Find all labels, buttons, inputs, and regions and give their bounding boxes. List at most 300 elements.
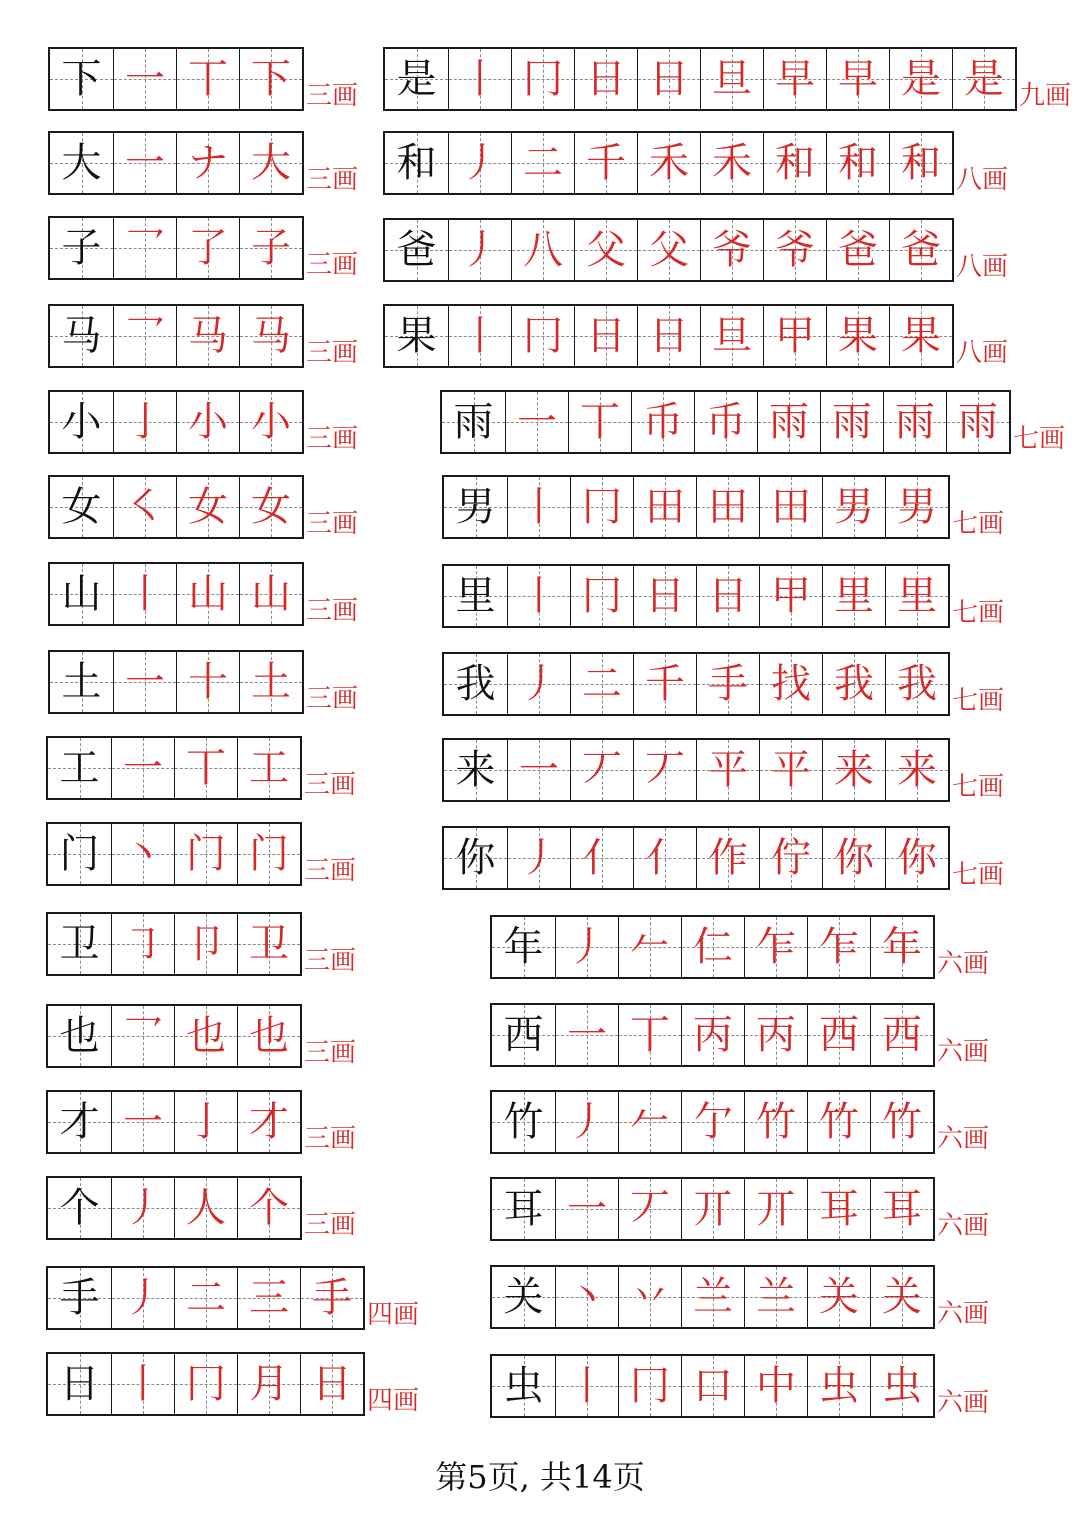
stroke-step-cell (555, 917, 618, 977)
stroke-step-glyph: 一 (125, 140, 165, 186)
stroke-step-glyph: 是 (964, 56, 1004, 102)
character-glyph: 才 (59, 1099, 100, 1145)
stroke-step-cell (111, 1006, 174, 1066)
stroke-step-glyph: 千 (586, 140, 626, 186)
stroke-step-cell (696, 654, 759, 714)
stroke-step-cell (681, 1092, 744, 1152)
character-cell (442, 392, 505, 452)
stroke-step-cell (696, 740, 759, 800)
stroke-step-cell (633, 828, 696, 888)
character-glyph: 门 (59, 831, 100, 877)
stroke-step-glyph: 卫 (249, 921, 289, 967)
stroke-order-row (46, 1352, 419, 1416)
stroke-step-cell (759, 740, 822, 800)
stroke-step-cell (759, 654, 822, 714)
stroke-step-cell (633, 566, 696, 626)
stroke-order-row (46, 912, 356, 976)
stroke-step-glyph: 和 (901, 140, 941, 186)
stroke-order-row (46, 1090, 356, 1154)
stroke-step-glyph: 一 (123, 1099, 163, 1145)
character-cell (492, 1267, 555, 1327)
stroke-step-glyph: 丿 (567, 1099, 607, 1145)
character-cell (385, 49, 448, 109)
stroke-step-cell (570, 566, 633, 626)
stroke-step-cell (568, 392, 631, 452)
stroke-step-cell (870, 1267, 933, 1327)
stroke-step-glyph: 马 (251, 313, 291, 359)
stroke-step-glyph: 你 (834, 835, 874, 881)
character-cell (444, 740, 507, 800)
stroke-count-label: 三画 (304, 1124, 357, 1154)
stroke-count-label: 四画 (367, 1386, 420, 1416)
stroke-step-glyph: 关 (819, 1274, 859, 1320)
tian-grid-cells (442, 826, 950, 890)
character-glyph: 耳 (503, 1186, 544, 1232)
stroke-step-glyph: 丿 (519, 835, 559, 881)
stroke-step-glyph: 田 (645, 484, 685, 530)
stroke-step-glyph: 一 (519, 747, 559, 793)
character-cell (48, 1006, 111, 1066)
stroke-step-glyph: 亻 (645, 835, 685, 881)
stroke-step-cell (633, 477, 696, 537)
stroke-step-glyph: 乛 (125, 313, 165, 359)
stroke-step-glyph: 乍 (819, 924, 859, 970)
stroke-step-glyph: 一 (517, 399, 557, 445)
stroke-step-cell (113, 218, 176, 278)
stroke-step-cell (681, 1005, 744, 1065)
stroke-step-cell (618, 1005, 681, 1065)
stroke-step-glyph: 小 (251, 399, 291, 445)
stroke-step-glyph: 𠂉 (630, 924, 670, 970)
stroke-step-cell (113, 392, 176, 452)
tian-grid-cells (46, 1176, 302, 1240)
stroke-step-cell (885, 477, 948, 537)
stroke-step-glyph: 子 (251, 225, 291, 271)
stroke-step-glyph: 丨 (519, 573, 559, 619)
stroke-step-glyph: 日 (708, 573, 748, 619)
stroke-step-glyph: 丶 (567, 1274, 607, 1320)
stroke-order-row (48, 304, 358, 368)
character-cell (48, 738, 111, 798)
stroke-step-glyph: 西 (882, 1012, 922, 1058)
stroke-count-label: 七画 (952, 509, 1005, 539)
stroke-count-label: 七画 (952, 598, 1005, 628)
stroke-step-cell (176, 477, 239, 537)
stroke-step-cell (633, 740, 696, 800)
stroke-step-glyph: 一 (125, 56, 165, 102)
stroke-step-glyph: 𠂉 (630, 1099, 670, 1145)
stroke-order-row (442, 652, 1004, 716)
character-cell (444, 654, 507, 714)
character-cell (492, 1092, 555, 1152)
character-cell (48, 914, 111, 974)
stroke-step-cell (744, 917, 807, 977)
stroke-step-cell (507, 654, 570, 714)
stroke-step-cell (239, 652, 302, 712)
stroke-count-label: 四画 (367, 1300, 420, 1330)
character-cell (50, 477, 113, 537)
character-glyph: 子 (61, 225, 102, 271)
stroke-step-glyph: 丿 (519, 661, 559, 707)
tian-grid-cells (490, 1003, 935, 1067)
character-glyph: 小 (61, 399, 102, 445)
stroke-step-glyph: 雨 (832, 399, 872, 445)
stroke-step-glyph: 丙 (756, 1012, 796, 1058)
stroke-step-cell (822, 654, 885, 714)
stroke-step-glyph: 亇 (693, 1099, 733, 1145)
stroke-step-cell (176, 564, 239, 624)
stroke-step-cell (555, 1179, 618, 1239)
stroke-count-label: 七画 (952, 860, 1005, 890)
character-glyph: 个 (59, 1185, 100, 1231)
stroke-step-glyph: 父 (586, 227, 626, 273)
stroke-step-cell (952, 49, 1015, 109)
stroke-step-glyph: 丨 (567, 1363, 607, 1409)
stroke-step-cell (174, 824, 237, 884)
stroke-step-cell (826, 220, 889, 280)
stroke-step-glyph: 虫 (882, 1363, 922, 1409)
stroke-step-cell (574, 133, 637, 193)
stroke-step-cell (111, 1354, 174, 1414)
stroke-step-glyph: 冂 (523, 56, 563, 102)
stroke-step-cell (696, 477, 759, 537)
tian-grid-cells (442, 564, 950, 628)
stroke-step-glyph: 中 (756, 1363, 796, 1409)
stroke-step-cell (448, 306, 511, 366)
stroke-step-cell (681, 1356, 744, 1416)
tian-grid-cells (48, 390, 304, 454)
stroke-step-cell (637, 133, 700, 193)
stroke-step-cell (696, 828, 759, 888)
stroke-step-cell (807, 1179, 870, 1239)
character-cell (50, 652, 113, 712)
stroke-order-row (490, 1265, 989, 1329)
stroke-step-cell (574, 306, 637, 366)
stroke-step-cell (174, 1268, 237, 1328)
stroke-step-glyph: 来 (897, 747, 937, 793)
stroke-step-glyph: 日 (645, 573, 685, 619)
character-glyph: 女 (61, 484, 102, 530)
stroke-order-row (490, 915, 989, 979)
stroke-step-glyph: 丿 (460, 140, 500, 186)
character-glyph: 下 (61, 56, 102, 102)
character-glyph: 山 (61, 571, 102, 617)
stroke-step-glyph: 兰 (693, 1274, 733, 1320)
stroke-step-glyph: 二 (582, 661, 622, 707)
tian-grid-cells (48, 650, 304, 714)
character-cell (50, 133, 113, 193)
character-glyph: 来 (455, 747, 496, 793)
character-cell (444, 828, 507, 888)
stroke-step-cell (448, 133, 511, 193)
tian-grid-cells (46, 912, 302, 976)
stroke-step-cell (237, 1178, 300, 1238)
stroke-step-cell (889, 306, 952, 366)
stroke-step-cell (826, 49, 889, 109)
stroke-count-label: 三画 (304, 856, 357, 886)
stroke-step-cell (237, 914, 300, 974)
stroke-step-glyph: 关 (882, 1274, 922, 1320)
stroke-step-cell (176, 133, 239, 193)
stroke-step-cell (807, 1005, 870, 1065)
stroke-step-cell (822, 477, 885, 537)
stroke-step-cell (763, 306, 826, 366)
tian-grid-cells (383, 47, 1017, 111)
tian-grid-cells (48, 475, 304, 539)
stroke-order-row (490, 1090, 989, 1154)
stroke-step-glyph: 西 (819, 1012, 859, 1058)
stroke-step-glyph: 亻 (582, 835, 622, 881)
stroke-step-glyph: 作 (708, 835, 748, 881)
stroke-step-cell (870, 917, 933, 977)
stroke-step-glyph: 大 (251, 140, 291, 186)
tian-grid-cells (46, 1266, 365, 1330)
character-glyph: 工 (59, 745, 100, 791)
stroke-step-glyph: 丆 (645, 747, 685, 793)
stroke-step-cell (889, 133, 952, 193)
stroke-step-cell (885, 654, 948, 714)
character-glyph: 男 (455, 484, 496, 530)
stroke-step-glyph: 月 (249, 1361, 289, 1407)
stroke-step-cell (511, 133, 574, 193)
stroke-step-cell (885, 828, 948, 888)
stroke-step-cell (237, 738, 300, 798)
stroke-step-cell (570, 740, 633, 800)
stroke-step-glyph: 丶 (123, 831, 163, 877)
tian-grid-cells (46, 1004, 302, 1068)
stroke-count-label: 三画 (306, 424, 359, 454)
stroke-step-cell (883, 392, 946, 452)
stroke-step-cell (239, 477, 302, 537)
stroke-step-cell (681, 917, 744, 977)
stroke-count-label: 八画 (956, 165, 1009, 195)
stroke-step-glyph: 口 (693, 1363, 733, 1409)
stroke-step-cell (618, 1179, 681, 1239)
stroke-step-glyph: 父 (649, 227, 689, 273)
stroke-step-glyph: 里 (897, 573, 937, 619)
tian-grid-cells (48, 47, 304, 111)
stroke-count-label: 三画 (306, 250, 359, 280)
stroke-step-cell (507, 740, 570, 800)
stroke-step-cell (239, 49, 302, 109)
stroke-order-row (46, 736, 356, 800)
stroke-step-cell (174, 914, 237, 974)
stroke-step-cell (870, 1356, 933, 1416)
stroke-count-label: 八画 (956, 338, 1009, 368)
stroke-count-label: 三画 (306, 165, 359, 195)
stroke-step-glyph: 丌 (756, 1186, 796, 1232)
stroke-step-glyph: 平 (771, 747, 811, 793)
stroke-step-cell (113, 564, 176, 624)
stroke-step-cell (237, 824, 300, 884)
stroke-step-cell (300, 1268, 363, 1328)
tian-grid-cells (48, 304, 304, 368)
stroke-step-glyph: 男 (834, 484, 874, 530)
stroke-step-glyph: 平 (708, 747, 748, 793)
character-cell (48, 1354, 111, 1414)
stroke-step-glyph: 丨 (460, 313, 500, 359)
tian-grid-cells (46, 822, 302, 886)
stroke-step-cell (757, 392, 820, 452)
character-glyph: 和 (396, 140, 437, 186)
stroke-step-glyph: 佇 (771, 835, 811, 881)
stroke-order-row (48, 216, 358, 280)
stroke-step-cell (759, 477, 822, 537)
stroke-step-cell (637, 220, 700, 280)
stroke-step-glyph: 冂 (582, 484, 622, 530)
stroke-step-cell (633, 654, 696, 714)
character-glyph: 西 (503, 1012, 544, 1058)
stroke-step-cell (570, 654, 633, 714)
stroke-step-glyph: 丨 (125, 571, 165, 617)
stroke-step-cell (176, 306, 239, 366)
stroke-step-glyph: 乛 (125, 225, 165, 271)
stroke-order-row (48, 475, 358, 539)
stroke-count-label: 三画 (306, 509, 359, 539)
stroke-step-glyph: 山 (251, 571, 291, 617)
stroke-step-glyph: 丆 (630, 1186, 670, 1232)
stroke-step-cell (237, 1354, 300, 1414)
stroke-order-row (46, 822, 356, 886)
stroke-order-row (48, 131, 358, 195)
character-glyph: 你 (455, 835, 496, 881)
character-cell (48, 1092, 111, 1152)
stroke-step-glyph: 十 (188, 659, 228, 705)
character-cell (444, 477, 507, 537)
stroke-step-glyph: 个 (249, 1185, 289, 1231)
stroke-count-label: 六画 (937, 1299, 990, 1329)
stroke-step-cell (176, 652, 239, 712)
stroke-step-cell (448, 220, 511, 280)
stroke-order-row (48, 47, 358, 111)
character-cell (385, 220, 448, 280)
stroke-step-cell (681, 1179, 744, 1239)
stroke-order-row (46, 1004, 356, 1068)
stroke-step-glyph: 人 (186, 1185, 226, 1231)
stroke-step-cell (870, 1005, 933, 1065)
stroke-step-glyph: 日 (312, 1361, 352, 1407)
stroke-step-cell (507, 828, 570, 888)
stroke-step-cell (239, 306, 302, 366)
character-cell (48, 824, 111, 884)
stroke-step-glyph: 旦 (712, 56, 752, 102)
stroke-step-glyph: 冂 (630, 1363, 670, 1409)
stroke-step-cell (870, 1179, 933, 1239)
character-glyph: 爸 (396, 227, 437, 273)
stroke-step-glyph: 工 (249, 745, 289, 791)
stroke-step-glyph: 我 (897, 661, 937, 707)
stroke-step-glyph: 竹 (819, 1099, 859, 1145)
stroke-step-glyph: 丅 (188, 56, 228, 102)
stroke-step-glyph: ㇆ (123, 921, 163, 967)
stroke-step-glyph: 了 (188, 225, 228, 271)
stroke-step-cell (237, 1006, 300, 1066)
stroke-order-row (383, 304, 1008, 368)
stroke-count-label: 三画 (304, 770, 357, 800)
stroke-step-cell (111, 824, 174, 884)
character-glyph: 果 (396, 313, 437, 359)
stroke-step-glyph: 冂 (186, 1361, 226, 1407)
stroke-step-cell (889, 220, 952, 280)
stroke-order-row (383, 218, 1008, 282)
stroke-count-label: 三画 (304, 1038, 357, 1068)
tian-grid-cells (46, 736, 302, 800)
stroke-step-glyph: 冂 (582, 573, 622, 619)
stroke-step-cell (113, 306, 176, 366)
stroke-step-glyph: 丿 (123, 1185, 163, 1231)
stroke-step-cell (237, 1268, 300, 1328)
character-glyph: 日 (59, 1361, 100, 1407)
stroke-step-cell (111, 738, 174, 798)
stroke-step-glyph: 爷 (775, 227, 815, 273)
stroke-step-glyph: 丆 (582, 747, 622, 793)
stroke-step-cell (176, 49, 239, 109)
stroke-step-glyph: 和 (838, 140, 878, 186)
tian-grid-cells (490, 1090, 935, 1154)
character-cell (444, 566, 507, 626)
stroke-step-cell (113, 652, 176, 712)
stroke-step-cell (574, 49, 637, 109)
stroke-step-glyph: 丿 (460, 227, 500, 273)
stroke-step-glyph: 禾 (712, 140, 752, 186)
stroke-step-cell (744, 1267, 807, 1327)
stroke-step-cell (759, 828, 822, 888)
stroke-step-cell (822, 740, 885, 800)
stroke-count-label: 三画 (306, 596, 359, 626)
stroke-step-glyph: 来 (834, 747, 874, 793)
tian-grid-cells (490, 1265, 935, 1329)
stroke-step-cell (820, 392, 883, 452)
stroke-step-glyph: 门 (186, 831, 226, 877)
stroke-step-cell (744, 1179, 807, 1239)
stroke-step-cell (111, 1268, 174, 1328)
character-glyph: 手 (59, 1275, 100, 1321)
tian-grid-cells (383, 304, 954, 368)
stroke-step-glyph: 卩 (186, 921, 226, 967)
stroke-step-glyph: 丌 (693, 1186, 733, 1232)
character-glyph: 卫 (59, 921, 100, 967)
tian-grid-cells (442, 738, 950, 802)
stroke-step-glyph: 爸 (838, 227, 878, 273)
stroke-step-cell (239, 392, 302, 452)
tian-grid-cells (490, 1177, 935, 1241)
stroke-count-label: 三画 (304, 946, 357, 976)
stroke-step-glyph: 雨 (958, 399, 998, 445)
character-cell (48, 1268, 111, 1328)
stroke-step-cell (618, 1356, 681, 1416)
stroke-step-cell (889, 49, 952, 109)
stroke-step-glyph: 女 (251, 484, 291, 530)
stroke-step-glyph: 年 (882, 924, 922, 970)
stroke-step-cell (826, 133, 889, 193)
stroke-step-glyph: 里 (834, 573, 874, 619)
stroke-step-cell (239, 133, 302, 193)
stroke-count-label: 六画 (937, 1037, 990, 1067)
stroke-step-cell (759, 566, 822, 626)
character-cell (50, 218, 113, 278)
stroke-step-glyph: 八 (523, 227, 563, 273)
stroke-step-cell (174, 1178, 237, 1238)
stroke-step-glyph: 兰 (756, 1274, 796, 1320)
stroke-order-row (383, 131, 1008, 195)
character-glyph: 竹 (503, 1099, 544, 1145)
stroke-step-glyph: 小 (188, 399, 228, 445)
stroke-step-glyph: 田 (771, 484, 811, 530)
tian-grid-cells (440, 390, 1011, 454)
stroke-step-glyph: 是 (901, 56, 941, 102)
stroke-step-glyph: 日 (649, 56, 689, 102)
stroke-step-glyph: 乛 (123, 1013, 163, 1059)
